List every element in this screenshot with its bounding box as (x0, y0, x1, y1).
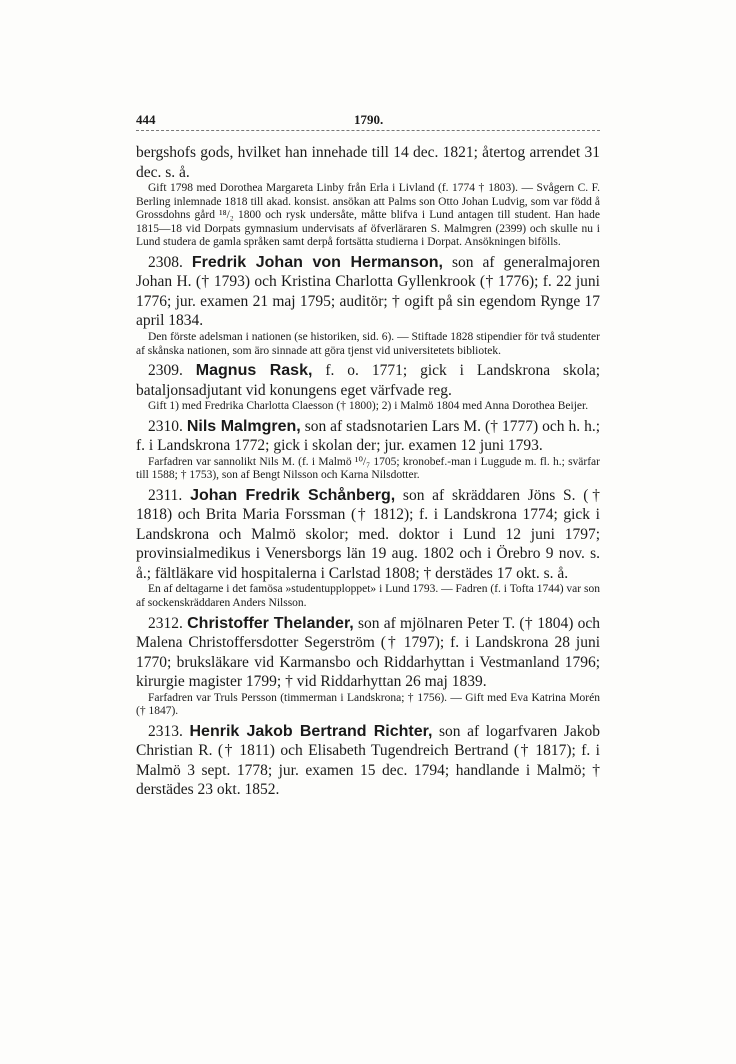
entry-2312 (136, 614, 600, 692)
entry-text: son af generalmajoren Johan H. († 1793) och Kristina Charlotta Gyllenkrook († 1776); f. 22 juni 1776; jur. examen 21 maj 1795; auditör; † ogift på sin egendom Rynge 17 april 1834. (136, 253, 601, 330)
intro-paragraph: bergshofs gods, hvilket han innehade till 14 dec. 1821; återtog arrendet 31 dec. s. å. (136, 144, 600, 181)
entry-2309 (136, 361, 600, 400)
entry-text: son af mjölnaren Peter T. († 1804) och Malena Christoffersdotter Segerström († 1797); f. i Landskrona 28 juni 1770; bruksläkare vid Karmansbo och Riddarhyttan i Vestmanland 1796; kirurgie magister 1799; † vid Riddarhyttan 26 maj 1839. (136, 614, 601, 691)
running-head-year: 1790. (354, 112, 384, 127)
entry-name: Nils Malmgren, (186, 417, 301, 435)
entry-note: Farfadren var Truls Persson (timmerman i Landskrona; † 1756). — Gift med Eva Katrina Morén († 1847). (136, 691, 600, 718)
page-number: 444 (136, 112, 156, 127)
entry-note: En af deltagarne i det famösa »studentupploppet» i Lund 1793. — Fadren (f. i Tofta 1744) var son af sockenskräddaren Anders Nilsson. (136, 583, 600, 610)
entry-text: son af stadsnotarien Lars M. († 1777) och h. h.; f. i Landskrona 1772; gick i skolan der; jur. examen 12 juni 1793. (136, 417, 600, 455)
entry-text: son af logarfvaren Jakob Christian R. († 1811) och Elisabeth Tugendreich Bertrand († 1817); f. i Malmö 3 sept. 1778; jur. examen 15 dec. 1794; handlande i Malmö; † derstädes 23 okt. 1852. (136, 722, 601, 799)
entry-2310 (136, 417, 600, 456)
entry-note: Gift 1) med Fredrika Charlotta Claesson († 1800); 2) i Malmö 1804 med Anna Dorothea Beijer. (148, 400, 589, 413)
document-page (136, 110, 600, 800)
entry-name: Christoffer Thelander, (187, 614, 354, 632)
page-header (136, 110, 600, 131)
entry-name: Fredrik Johan von Hermanson, (191, 253, 443, 271)
entry-note: Den förste adelsman i nationen (se historiken, sid. 6). — Stiftade 1828 stipendier för två studenter af skånska nationen, som äro sinnade att göra tjenst vid universitetets bibliotek. (136, 330, 600, 357)
entry-number: 2309. (148, 362, 183, 380)
entry-text: f. o. 1771; gick i Landskrona skola; bataljonsadjutant vid konungens eget värfvade reg. (136, 362, 601, 399)
entry-number: 2308. (148, 253, 183, 271)
entry-name: Johan Fredrik Schånberg, (190, 486, 396, 504)
entry-2313 (136, 722, 600, 800)
entry-number: 2310. (148, 417, 183, 435)
entry-name: Magnus Rask, (195, 362, 313, 380)
entry-number: 2313. (148, 722, 183, 740)
entry-number: 2311. (148, 486, 183, 504)
entry-2308 (136, 253, 600, 331)
entry-text: son af skräddaren Jöns S. († 1818) och Brita Maria Forssman († 1812); f. i Landskrona 1774; gick i Landskrona och Malmö skolor; med. doktor i Lund 12 juni 1797; provinsialmedikus i Venersborgs län 19 aug. 1802 och i Örebro 9 nov. s. å.; fältläkare vid hospitalerna i Carlstad 1808; † derstädes 17 okt. s. å. (136, 486, 600, 582)
entry-2311 (136, 486, 600, 584)
intro-note: Gift 1798 med Dorothea Margareta Linby från Erla i Livland (f. 1774 † 1803). — Svågern C. F. Berling inlemnade 1818 till akad. konsist. ansökan att Palms son Otto Johan Ludvig, som var född å Grossdohns gård ¹⁸/₂ 1800 och rysk undersåte, måtte blifva i Lund antagen till student. Han hade 1815—18 vid Dorpats gymnasium undervisats af öfverläraren S. Malmgren (2399) och skulle nu i Lund studera de gamla språken samt derpå fortsätta studierna i Dorpat. Ansökningen bifölls. (136, 182, 600, 249)
entry-number: 2312. (148, 614, 183, 632)
entry-name: Henrik Jakob Bertrand Richter, (189, 722, 433, 740)
entry-note: Farfadren var sannolikt Nils M. (f. i Malmö ¹⁰/₇ 1705; kronobef.-man i Luggude m. fl. h.; svärfar till 1588; † 1753), son af Bengt Nilsson och Karna Nilsdotter. (136, 455, 600, 482)
